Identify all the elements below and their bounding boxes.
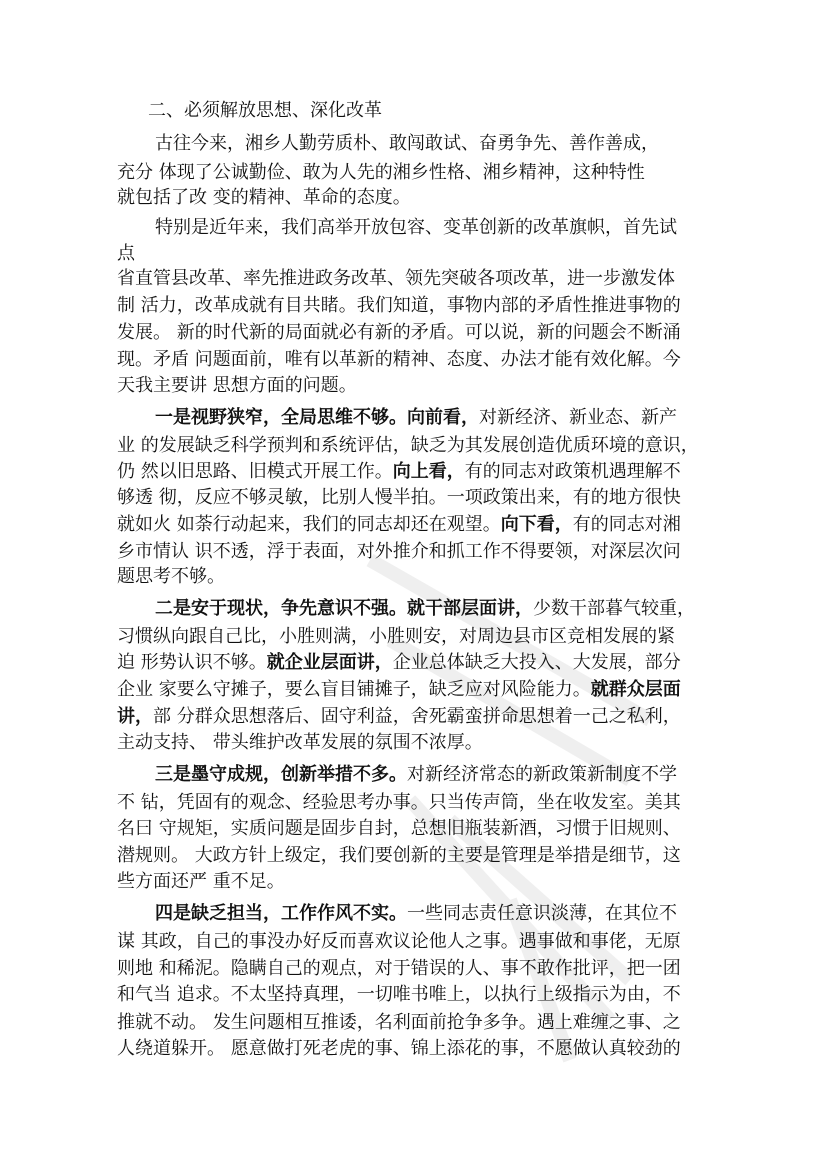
text-segment: 迫 形势认识不够。	[117, 652, 267, 673]
text-segment: 习惯纵向跟自己比，小胜则满，小胜则安，对周边县市区竞相发展的紧	[117, 626, 675, 647]
text-line	[117, 704, 757, 730]
text-line	[117, 929, 757, 955]
text-segment: 和气当 追求。不太坚持真理，一切唯书唯上，以执行上级指示为由，不	[117, 984, 681, 1005]
text-segment: 一些同志责任意识淡薄，在其位不	[407, 903, 677, 924]
text-segment: 天我主要讲 思想方面的问题。	[117, 375, 357, 396]
text-segment: 乡市情认 识不透，浮于表面，对外推介和抓工作不得要领，对深层次问	[117, 541, 681, 562]
bold-text-segment: 一是视野狭窄，全局思维不够。	[155, 407, 407, 428]
text-segment: 对新经济、新业态、新产	[479, 407, 677, 428]
text-line	[117, 539, 757, 565]
bold-text-segment: 就群众层面	[590, 679, 681, 700]
text-line	[155, 405, 795, 431]
text-segment: 部 分群众思想落后、固守利益，舍死霸蛮拼命思想着一己之私利，	[153, 706, 681, 727]
text-segment: 仍 然以旧思路、旧模式开展工作。	[117, 461, 393, 482]
text-segment: 现。矛盾 问题面前，唯有以革新的精神、态度、办法才能有效化解。今	[117, 349, 681, 370]
text-segment: 充分 体现了公诚勤俭、敢为人先的湘乡性格、湘乡精神，这种特性	[117, 162, 645, 183]
text-line	[117, 241, 757, 267]
text-line	[155, 131, 795, 157]
text-segment: 够透 彻，反应不够灵敏，比别人慢半拍。一项政策出来，有的地方很快	[117, 487, 681, 508]
text-segment: 有的同志对政策机遇理解不	[464, 461, 681, 482]
text-segment: 主动支持、 带头维护改革发展的氛围不浓厚。	[117, 732, 483, 753]
text-segment: 业 的发展缺乏科学预判和系统评估，缺乏为其发展创造优质环境的意识，	[117, 435, 699, 456]
text-segment: 发展。 新的时代新的局面就必有新的矛盾。可以说，新的问题会不断涌	[117, 322, 681, 343]
text-line	[155, 596, 795, 622]
text-line	[117, 347, 757, 373]
text-line	[155, 762, 795, 788]
text-segment: 谋 其政，自己的事没办好反而喜欢议论他人之事。遇事做和事佬，无原	[117, 931, 681, 952]
text-segment: 特别是近年来，我们高举开放包容、变革创新的改革旗帜，首先试	[155, 217, 677, 238]
text-line	[117, 869, 757, 895]
bold-text-segment: 就企业层面讲，	[266, 652, 393, 673]
text-segment: 题思考不够。	[117, 566, 225, 587]
text-segment: 对新经济常态的新政策新制度不学	[407, 764, 677, 785]
text-line	[117, 459, 757, 485]
text-line	[117, 1010, 757, 1036]
text-segment: 就包括了改 变的精神、革命的态度。	[117, 187, 411, 208]
bold-text-segment: 向前看，	[407, 407, 479, 428]
text-line	[117, 677, 757, 703]
bold-text-segment: 二是安于现状，争先意识不强。	[155, 598, 407, 619]
text-segment: 潜规则。 大政方针上级定，我们要创新的主要是管理是举措是细节，这	[117, 845, 681, 866]
text-segment: 省直管县改革、率先推进政务改革、领先突破各项改革，进一步激发体	[117, 268, 675, 289]
text-segment: 推就不动。 发生问题相互推诿，名利面前抢争多争。遇上难缠之事、之	[117, 1012, 681, 1033]
text-segment: 则地 和稀泥。隐瞒自己的观点，对于错误的人、事不敢作批评，把一团	[117, 958, 681, 979]
text-line	[117, 816, 757, 842]
text-segment: 企业 家要么守摊子，要么盲目铺摊子，缺乏应对风险能力。	[117, 679, 591, 700]
text-line	[117, 485, 757, 511]
text-line	[117, 956, 757, 982]
bold-text-segment: 就干部层面讲，	[407, 598, 533, 619]
text-line	[117, 160, 757, 186]
bold-text-segment: 四是缺乏担当，工作作风不实。	[155, 903, 407, 924]
text-segment: 不 钻，凭固有的观念、经验思考办事。只当传声筒，坐在收发室。美其	[117, 792, 681, 813]
text-segment: 企业总体缺乏大投入、大发展，部分	[392, 652, 681, 673]
text-segment: 人绕道躲开。 愿意做打死老虎的事、锦上添花的事，不愿做认真较劲的	[117, 1038, 681, 1059]
text-line	[117, 266, 757, 292]
text-line	[117, 790, 757, 816]
text-segment: 就如火 如荼行动起来，我们的同志却还在观望。	[117, 514, 501, 535]
text-segment: 点	[117, 243, 135, 264]
text-segment: 古往今来，湘乡人勤劳质朴、敢闯敢试、奋勇争先、善作善成，	[155, 133, 659, 154]
text-line	[117, 843, 757, 869]
text-line	[117, 982, 757, 1008]
text-line	[117, 730, 757, 756]
text-segment: 有的同志对湘	[572, 514, 681, 535]
bold-text-segment: 向下看，	[500, 514, 573, 535]
text-line	[117, 373, 757, 399]
text-line	[117, 564, 757, 590]
text-line	[155, 215, 795, 241]
text-line	[117, 624, 757, 650]
text-line	[117, 1036, 757, 1062]
text-line	[117, 650, 757, 676]
text-line	[117, 293, 757, 319]
bold-text-segment: 讲，	[117, 706, 153, 727]
section-heading: 二、必须解放思想、深化改革	[148, 100, 382, 121]
text-segment: 少数干部暮气较重，	[533, 598, 695, 619]
text-line	[117, 185, 757, 211]
text-line	[155, 901, 795, 927]
text-line	[117, 320, 757, 346]
text-segment: 些方面还严 重不足。	[117, 871, 285, 892]
bold-text-segment: 向上看，	[392, 461, 465, 482]
text-segment: 名曰 守规矩，实质问题是固步自封，总想旧瓶装新酒，习惯于旧规则、	[117, 818, 681, 839]
bold-text-segment: 三是墨守成规，创新举措不多。	[155, 764, 407, 785]
text-line	[117, 433, 757, 459]
text-segment: 制 活力，改革成就有目共睹。我们知道，事物内部的矛盾性推进事物的	[117, 295, 681, 316]
text-line	[117, 512, 757, 538]
